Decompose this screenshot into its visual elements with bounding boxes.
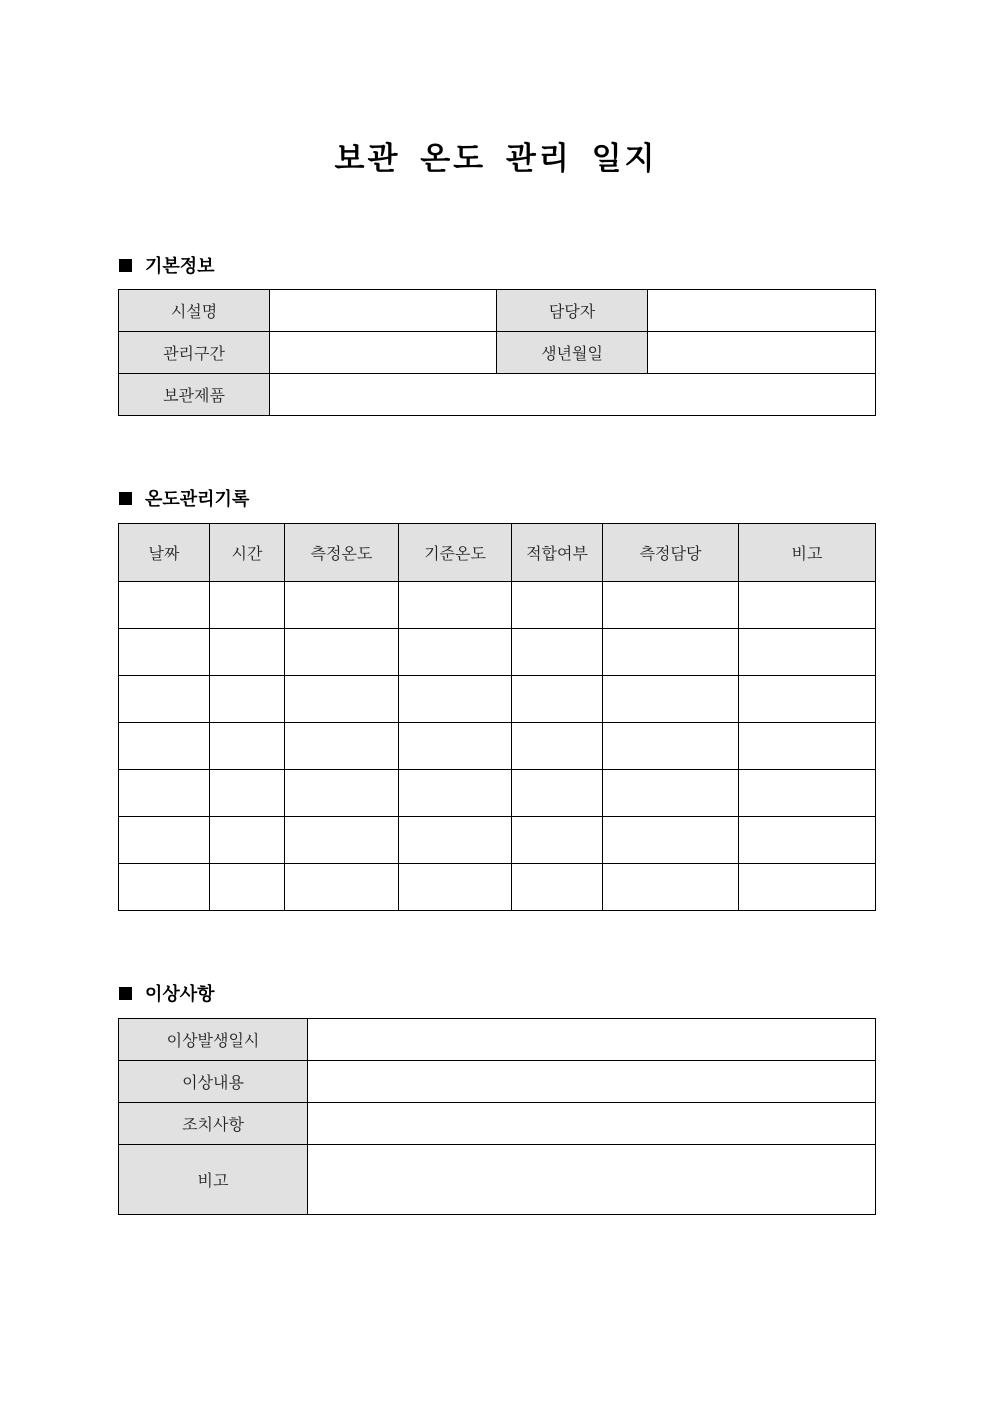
birthdate-label: 생년월일	[497, 332, 648, 374]
cell-date[interactable]	[119, 817, 210, 864]
cell-remarks[interactable]	[739, 629, 876, 676]
cell-remarks[interactable]	[739, 817, 876, 864]
table-row	[119, 676, 876, 723]
cell-measurer[interactable]	[603, 723, 739, 770]
square-bullet-icon	[119, 492, 132, 505]
cell-standard-temp[interactable]	[399, 676, 512, 723]
section-heading-temp-record	[119, 486, 249, 510]
section-label: 관리구간	[119, 332, 270, 374]
table-row	[119, 1061, 876, 1103]
remarks-field[interactable]	[308, 1145, 876, 1215]
column-header-measurer: 측정담당	[603, 524, 739, 582]
cell-conformity[interactable]	[512, 582, 603, 629]
column-header-conformity: 적합여부	[512, 524, 603, 582]
cell-conformity[interactable]	[512, 676, 603, 723]
cell-remarks[interactable]	[739, 864, 876, 911]
content-label: 이상내용	[119, 1061, 308, 1103]
cell-conformity[interactable]	[512, 723, 603, 770]
cell-remarks[interactable]	[739, 770, 876, 817]
cell-conformity[interactable]	[512, 770, 603, 817]
section-heading-text: 온도관리기록	[145, 489, 250, 510]
cell-measurer[interactable]	[603, 770, 739, 817]
cell-measurer[interactable]	[603, 676, 739, 723]
table-row	[119, 770, 876, 817]
cell-measured-temp[interactable]	[285, 770, 399, 817]
table-row	[119, 374, 876, 416]
table-row	[119, 332, 876, 374]
cell-standard-temp[interactable]	[399, 582, 512, 629]
cell-measured-temp[interactable]	[285, 817, 399, 864]
cell-remarks[interactable]	[739, 676, 876, 723]
cell-measured-temp[interactable]	[285, 723, 399, 770]
square-bullet-icon	[119, 987, 132, 1000]
cell-time[interactable]	[210, 864, 285, 911]
action-field[interactable]	[308, 1103, 876, 1145]
cell-standard-temp[interactable]	[399, 770, 512, 817]
column-header-date: 날짜	[119, 524, 210, 582]
table-row	[119, 1145, 876, 1215]
table-row	[119, 290, 876, 332]
product-field[interactable]	[270, 374, 876, 416]
cell-measured-temp[interactable]	[285, 864, 399, 911]
column-header-standard-temp: 기준온도	[399, 524, 512, 582]
occurred-at-field[interactable]	[308, 1019, 876, 1061]
cell-time[interactable]	[210, 676, 285, 723]
column-header-remarks: 비고	[739, 524, 876, 582]
cell-time[interactable]	[210, 770, 285, 817]
cell-measured-temp[interactable]	[285, 676, 399, 723]
cell-standard-temp[interactable]	[399, 723, 512, 770]
table-row	[119, 582, 876, 629]
basic-info-table	[118, 289, 876, 416]
cell-time[interactable]	[210, 723, 285, 770]
cell-standard-temp[interactable]	[399, 629, 512, 676]
square-bullet-icon	[119, 259, 132, 272]
cell-conformity[interactable]	[512, 817, 603, 864]
section-heading-basic-info	[119, 253, 215, 277]
section-heading-text: 이상사항	[145, 984, 215, 1005]
cell-measurer[interactable]	[603, 582, 739, 629]
cell-remarks[interactable]	[739, 582, 876, 629]
page-title: 보관 온도 관리 일지	[334, 141, 658, 177]
cell-time[interactable]	[210, 582, 285, 629]
manager-field[interactable]	[648, 290, 876, 332]
section-heading-abnormal	[119, 981, 215, 1005]
cell-standard-temp[interactable]	[399, 817, 512, 864]
table-row	[119, 629, 876, 676]
cell-date[interactable]	[119, 770, 210, 817]
remarks-label: 비고	[119, 1145, 308, 1215]
table-header-row	[119, 524, 876, 582]
abnormal-table	[118, 1018, 876, 1215]
cell-date[interactable]	[119, 582, 210, 629]
facility-field[interactable]	[270, 290, 497, 332]
product-label: 보관제품	[119, 374, 270, 416]
cell-measurer[interactable]	[603, 629, 739, 676]
cell-time[interactable]	[210, 817, 285, 864]
cell-date[interactable]	[119, 676, 210, 723]
cell-conformity[interactable]	[512, 864, 603, 911]
cell-measured-temp[interactable]	[285, 629, 399, 676]
column-header-time: 시간	[210, 524, 285, 582]
table-row	[119, 1103, 876, 1145]
occurred-at-label: 이상발생일시	[119, 1019, 308, 1061]
cell-measurer[interactable]	[603, 817, 739, 864]
manager-label: 담당자	[497, 290, 648, 332]
cell-remarks[interactable]	[739, 723, 876, 770]
content-field[interactable]	[308, 1061, 876, 1103]
section-heading-text: 기본정보	[145, 256, 215, 277]
cell-standard-temp[interactable]	[399, 864, 512, 911]
cell-measured-temp[interactable]	[285, 582, 399, 629]
section-field[interactable]	[270, 332, 497, 374]
facility-label: 시설명	[119, 290, 270, 332]
birthdate-field[interactable]	[648, 332, 876, 374]
column-header-measured-temp: 측정온도	[285, 524, 399, 582]
cell-measurer[interactable]	[603, 864, 739, 911]
table-row	[119, 864, 876, 911]
cell-conformity[interactable]	[512, 629, 603, 676]
table-row	[119, 1019, 876, 1061]
table-row	[119, 723, 876, 770]
temp-record-table	[118, 523, 876, 911]
action-label: 조치사항	[119, 1103, 308, 1145]
table-row	[119, 817, 876, 864]
cell-time[interactable]	[210, 629, 285, 676]
cell-date[interactable]	[119, 864, 210, 911]
cell-date[interactable]	[119, 629, 210, 676]
cell-date[interactable]	[119, 723, 210, 770]
